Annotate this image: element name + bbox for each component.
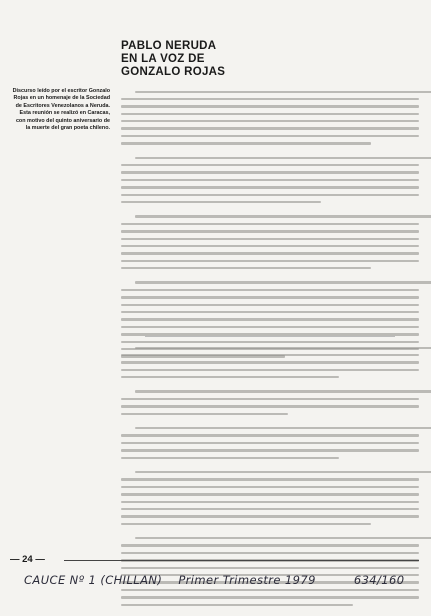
text-line	[121, 120, 419, 122]
text-line	[121, 245, 419, 247]
text-line	[121, 326, 419, 328]
text-line	[121, 164, 419, 166]
text-line	[135, 471, 431, 473]
annotation-date: Primer Trimestre 1979	[178, 573, 316, 587]
text-line	[121, 296, 419, 298]
text-line	[121, 398, 419, 400]
text-line	[121, 238, 419, 240]
text-line	[121, 98, 419, 100]
text-line	[121, 135, 419, 137]
footer-rule	[64, 560, 419, 561]
paragraph-8	[121, 468, 419, 527]
paragraph-7	[121, 425, 419, 462]
text-line	[121, 604, 353, 606]
paragraph-5	[121, 344, 419, 381]
paragraph-1	[121, 88, 419, 147]
text-line	[121, 179, 419, 181]
article-body	[121, 88, 419, 367]
section-divider	[145, 336, 395, 337]
text-line	[121, 304, 419, 306]
text-line	[121, 252, 419, 254]
text-line	[121, 544, 419, 546]
text-line	[135, 281, 431, 283]
text-line	[121, 142, 371, 144]
text-line	[135, 215, 431, 217]
article-title	[121, 40, 321, 79]
text-line	[121, 457, 339, 459]
text-line	[121, 434, 419, 436]
text-line	[121, 478, 419, 480]
text-line	[135, 427, 431, 429]
text-line	[121, 354, 419, 356]
text-line	[135, 347, 431, 349]
title-line-2: EN LA VOZ DE	[121, 53, 205, 65]
text-line	[121, 341, 419, 343]
paragraph-6	[121, 388, 419, 418]
text-line	[121, 318, 419, 320]
text-line	[121, 567, 419, 569]
text-line	[121, 501, 419, 503]
text-line	[121, 508, 419, 510]
text-line	[135, 537, 431, 539]
text-line	[121, 413, 288, 415]
text-line	[121, 105, 419, 107]
text-line	[121, 515, 419, 517]
text-line	[135, 390, 431, 392]
text-line	[135, 157, 431, 159]
paragraph-2	[121, 154, 419, 206]
text-line	[121, 552, 419, 554]
text-line	[121, 442, 419, 444]
text-line	[121, 405, 419, 407]
text-line	[121, 523, 371, 525]
text-line	[121, 186, 419, 188]
text-line	[121, 194, 419, 196]
text-line	[121, 230, 419, 232]
title-line-1: PABLO NERUDA	[121, 40, 217, 52]
text-line	[121, 267, 371, 269]
annotation-catalog: 634/160	[353, 573, 405, 587]
sidebar-caption: Discurso leído por el escritor Gonzalo Rojas en un homenaje de la Sociedad de Escritores Venezolanos a Neruda. Esta reunión se realizó en Caracas, con motivo del quinto aniversario de la muerte del gran poeta chileno.	[12, 88, 110, 132]
page-number: — 24 —	[10, 554, 45, 565]
text-line	[121, 376, 339, 378]
handwritten-annotation	[24, 573, 416, 587]
text-line	[121, 171, 419, 173]
paragraph-9	[121, 535, 419, 609]
text-line	[121, 361, 419, 363]
text-line	[121, 449, 419, 451]
text-line	[121, 223, 419, 225]
text-line	[135, 91, 431, 93]
annotation-source: CAUCE Nº 1 (CHILLAN)	[24, 573, 163, 587]
text-line	[121, 369, 419, 371]
text-line	[121, 113, 419, 115]
text-line	[121, 201, 321, 203]
text-line	[121, 486, 419, 488]
text-line	[121, 493, 419, 495]
text-line	[121, 127, 419, 129]
text-line	[121, 589, 419, 591]
text-line	[121, 289, 419, 291]
text-line	[121, 260, 419, 262]
paragraph-3	[121, 213, 419, 272]
text-line	[121, 596, 419, 598]
text-line	[121, 311, 419, 313]
title-line-3: GONZALO ROJAS	[121, 66, 226, 78]
